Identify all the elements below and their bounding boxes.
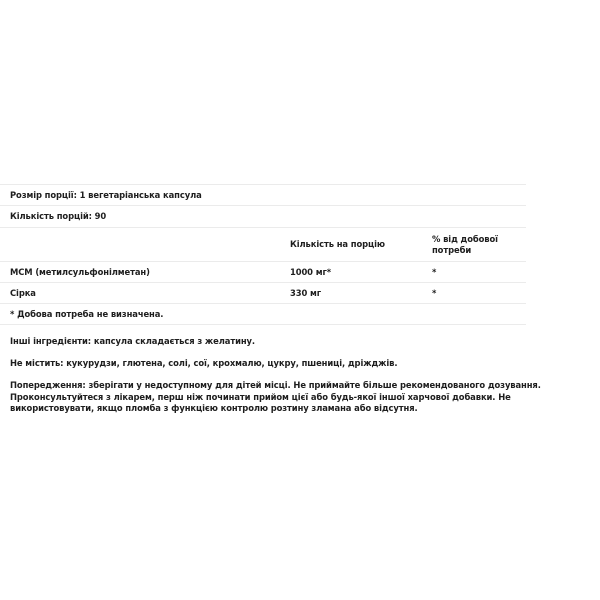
other-ingredients-text: Інші інгредієнти: капсула складається з желатину. <box>10 336 255 346</box>
footnote-text: * Добова потреба не визначена. <box>10 308 164 319</box>
warning-text: Попередження: зберігати у недоступному для дітей місці. Не приймайте більше рекомендованого дозування. Проконсультуйтеся з лікарем, перш ніж починати прийом цієї або будь-якої іншої харчової добавки. Не використовувати, якщо пломба з функцією контролю розтину зламана або відсутня. <box>10 380 541 413</box>
serving-size-text: Розмір порції: 1 вегетаріанська капсула <box>10 189 202 200</box>
servings-count-text: Кількість порцій: 90 <box>10 211 107 221</box>
serving-size-row <box>0 184 526 205</box>
table-row <box>0 282 526 303</box>
ingredient-name: МСМ (метилсульфонілметан) <box>10 266 150 277</box>
ingredient-daily-value: * <box>432 287 437 298</box>
header-daily-value: % від добової потреби <box>432 233 498 255</box>
ingredient-amount: 330 мг <box>290 287 322 298</box>
ingredient-name: Сірка <box>10 287 36 298</box>
supplement-facts-table <box>0 184 526 325</box>
ingredient-daily-value: * <box>432 266 437 277</box>
table-header-row <box>0 227 526 261</box>
footnote-row <box>0 303 526 325</box>
free-from-text: Не містить: кукурудзи, глютена, солі, сої, крохмалю, цукру, пшениці, дріжджів. <box>10 358 398 368</box>
servings-count-row <box>0 205 526 227</box>
ingredient-amount: 1000 мг* <box>290 266 332 277</box>
header-amount: Кількість на порцію <box>290 239 385 249</box>
table-row <box>0 261 526 282</box>
